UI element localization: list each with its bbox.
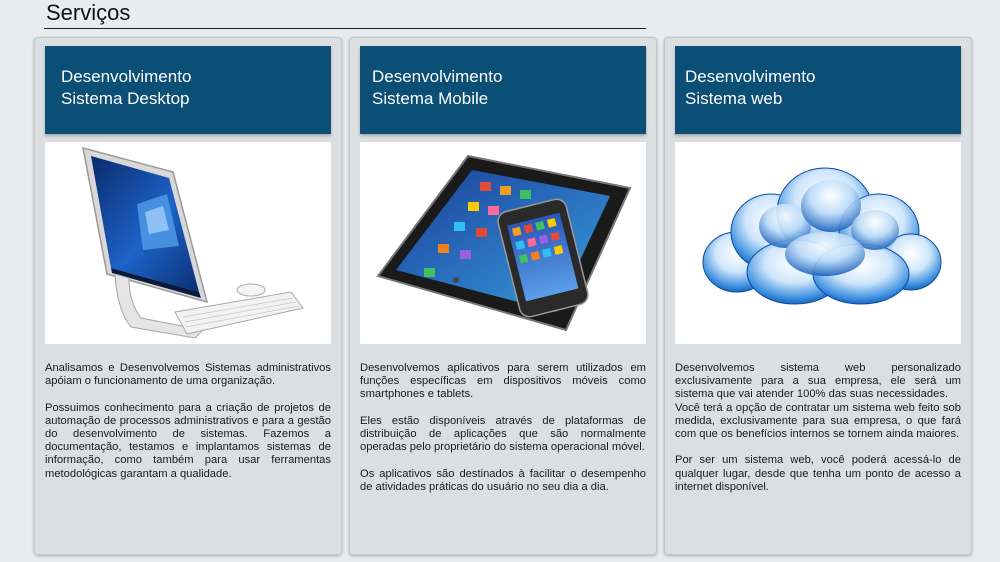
service-card-web: [664, 37, 972, 555]
card-paragraph: Eles estão disponíveis através de plataformas de distribuição de aplicações que são normalmente operadas pelo proprietário do sistema operacional móvel.: [360, 414, 646, 454]
card-paragraph: Desenvolvemos aplicativos para serem utilizados em funções específicas em dispositivos móveis como smartphones e tablets.: [360, 362, 646, 401]
card-header[interactable]: [360, 46, 646, 134]
card-paragraph: Possuimos conhecimento para a criação de projetos de automação de processos administrativos e para a gestão do desenvolvimento de sistemas. Fazemos a documentação, testamos e implantamos sistemas de informação, como também para usar ferramentas metodológicas garantam a qualidade.: [45, 401, 331, 480]
service-card-desktop: [34, 37, 342, 555]
card-description: [45, 362, 331, 494]
card-paragraph: Você terá a opção de contratar um sistema web feito sob medida, exclusivamente para sua empresa, o que fará com que os benefícios internos se tornem ainda maiores.: [675, 401, 961, 441]
section-divider: [44, 28, 646, 29]
tablet-and-smartphone-icon: [360, 142, 646, 344]
mobile-devices-image: [360, 142, 646, 344]
card-title-line1: Desenvolvimento: [685, 67, 816, 86]
cloud-image: [675, 142, 961, 344]
blue-cloud-icon: [675, 142, 961, 344]
desktop-computer-image: [45, 142, 331, 344]
card-header[interactable]: [45, 46, 331, 134]
card-title-line1: Desenvolvimento: [372, 67, 503, 86]
card-title-line2: Sistema web: [685, 89, 783, 108]
card-paragraph: Desenvolvemos sistema web personalizado exclusivamente para a sua empresa, ele será um sistema que vai atender 100% das suas necessidades.: [675, 362, 961, 401]
card-title-line2: Sistema Mobile: [372, 89, 489, 108]
service-card-mobile: [349, 37, 657, 555]
card-paragraph: Analisamos e Desenvolvemos Sistemas administrativos apóiam o funcionamento de uma organização.: [45, 362, 331, 388]
all-in-one-desktop-icon: [45, 142, 331, 344]
card-paragraph: Por ser um sistema web, você poderá acessá-lo de qualquer lugar, desde que tenha um ponto de acesso a internet disponível.: [675, 454, 961, 493]
card-title-line1: Desenvolvimento: [61, 67, 192, 86]
card-header[interactable]: [675, 46, 961, 134]
card-description: [360, 362, 646, 507]
section-title: Serviços: [46, 0, 131, 25]
card-description: [675, 362, 961, 507]
card-title-line2: Sistema Desktop: [61, 89, 190, 108]
card-paragraph: Os aplicativos são destinados à facilitar o desempenho de atividades práticas do usuário no seu dia a dia.: [360, 467, 646, 493]
